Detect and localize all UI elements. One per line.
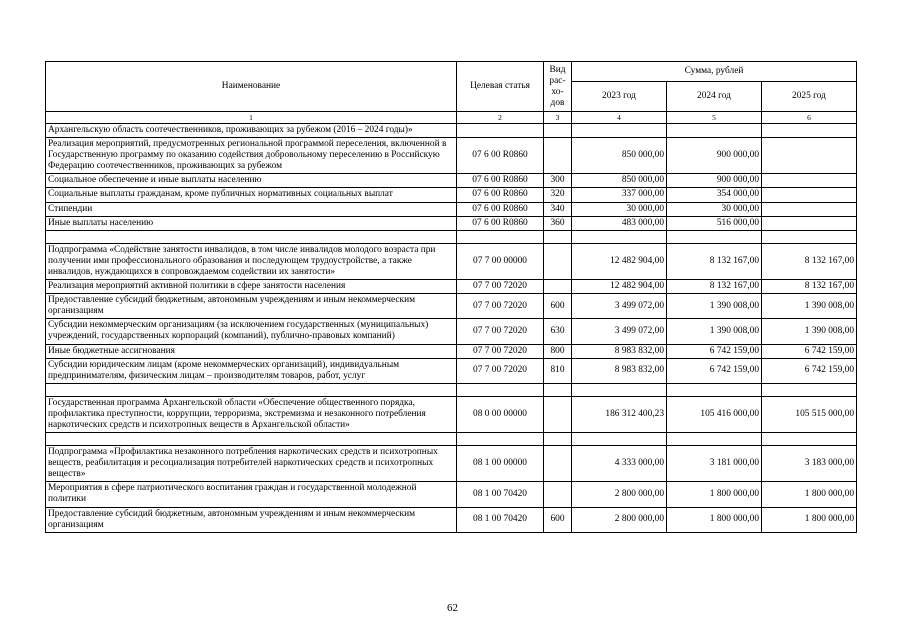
cell-name: Предоставление субсидий бюджетным, автономным учреждениям и иным некоммерческим организациям bbox=[46, 507, 457, 532]
empty-cell bbox=[762, 383, 857, 396]
column-number: 3 bbox=[544, 112, 572, 124]
cell-name: Субсидии некоммерческим организациям (за исключением государственных (муниципальных) учреждений, государственных корпораций (компаний), публично-правовых компаний) bbox=[46, 319, 457, 344]
cell-sum-2023: 8 983 832,00 bbox=[572, 344, 667, 358]
cell-expense-kind bbox=[544, 396, 572, 432]
cell-expense-kind: 320 bbox=[544, 188, 572, 202]
column-number: 2 bbox=[457, 112, 544, 124]
cell-expense-kind bbox=[544, 446, 572, 482]
spacer-row bbox=[46, 383, 857, 396]
cell-target-article: 08 1 00 00000 bbox=[457, 446, 544, 482]
cell-name: Иные выплаты населению bbox=[46, 216, 457, 230]
cell-target-article: 07 6 00 R0860 bbox=[457, 202, 544, 216]
column-number: 4 bbox=[572, 112, 667, 124]
cell-expense-kind bbox=[544, 280, 572, 294]
column-number: 5 bbox=[667, 112, 762, 124]
empty-cell bbox=[667, 383, 762, 396]
cell-sum-2025 bbox=[762, 138, 857, 174]
cell-sum-2025: 1 390 008,00 bbox=[762, 319, 857, 344]
cell-name: Мероприятия в сфере патриотического воспитания граждан и государственной молодежной политики bbox=[46, 482, 457, 507]
cell-expense-kind: 810 bbox=[544, 358, 572, 383]
cell-sum-2025 bbox=[762, 202, 857, 216]
table-row bbox=[46, 138, 857, 174]
cell-expense-kind: 300 bbox=[544, 174, 572, 188]
cell-sum-2024: 1 390 008,00 bbox=[667, 294, 762, 319]
table-row bbox=[46, 344, 857, 358]
column-number: 6 bbox=[762, 112, 857, 124]
cell-sum-2023 bbox=[572, 124, 667, 138]
table-row bbox=[46, 507, 857, 532]
cell-sum-2025: 1 800 000,00 bbox=[762, 482, 857, 507]
cell-sum-2025: 6 742 159,00 bbox=[762, 344, 857, 358]
cell-sum-2024: 900 000,00 bbox=[667, 138, 762, 174]
cell-sum-2023: 2 800 000,00 bbox=[572, 482, 667, 507]
cell-sum-2023: 4 333 000,00 bbox=[572, 446, 667, 482]
cell-expense-kind bbox=[544, 482, 572, 507]
cell-target-article: 07 7 00 72020 bbox=[457, 280, 544, 294]
cell-sum-2023: 8 983 832,00 bbox=[572, 358, 667, 383]
empty-cell bbox=[572, 433, 667, 446]
empty-cell bbox=[46, 230, 457, 243]
cell-sum-2023: 850 000,00 bbox=[572, 174, 667, 188]
cell-sum-2025 bbox=[762, 188, 857, 202]
empty-cell bbox=[457, 433, 544, 446]
table-row bbox=[46, 174, 857, 188]
header-sum: Сумма, рублей bbox=[572, 62, 857, 82]
cell-sum-2025: 8 132 167,00 bbox=[762, 280, 857, 294]
cell-expense-kind bbox=[544, 243, 572, 279]
cell-expense-kind: 600 bbox=[544, 294, 572, 319]
cell-target-article: 08 1 00 70420 bbox=[457, 482, 544, 507]
column-number: 1 bbox=[46, 112, 457, 124]
cell-sum-2023: 850 000,00 bbox=[572, 138, 667, 174]
cell-expense-kind: 360 bbox=[544, 216, 572, 230]
cell-sum-2025: 105 515 000,00 bbox=[762, 396, 857, 432]
table-row bbox=[46, 446, 857, 482]
empty-cell bbox=[544, 433, 572, 446]
cell-name: Субсидии юридическим лицам (кроме некоммерческих организаций), индивидуальным предпринимателям, физическим лицам – производителям товаров, работ, услуг bbox=[46, 358, 457, 383]
cell-sum-2023: 12 482 904,00 bbox=[572, 243, 667, 279]
cell-sum-2024: 1 390 008,00 bbox=[667, 319, 762, 344]
cell-expense-kind: 800 bbox=[544, 344, 572, 358]
table-row bbox=[46, 482, 857, 507]
cell-sum-2024: 1 800 000,00 bbox=[667, 507, 762, 532]
header-name: Наименование bbox=[46, 62, 457, 112]
table-body bbox=[46, 124, 857, 533]
table-row bbox=[46, 280, 857, 294]
cell-sum-2024: 8 132 167,00 bbox=[667, 280, 762, 294]
cell-name: Иные бюджетные ассигнования bbox=[46, 344, 457, 358]
cell-name: Подпрограмма «Профилактика незаконного потребления наркотических средств и психотропных веществ, реабилитация и ресоциализация потребителей наркотических средств и психотропных веществ» bbox=[46, 446, 457, 482]
cell-expense-kind bbox=[544, 124, 572, 138]
empty-cell bbox=[572, 230, 667, 243]
header-year-2025: 2025 год bbox=[762, 82, 857, 112]
header-year-2024: 2024 год bbox=[667, 82, 762, 112]
cell-target-article: 08 0 00 00000 bbox=[457, 396, 544, 432]
empty-cell bbox=[667, 230, 762, 243]
cell-expense-kind bbox=[544, 138, 572, 174]
cell-sum-2023: 186 312 400,23 bbox=[572, 396, 667, 432]
cell-sum-2024: 516 000,00 bbox=[667, 216, 762, 230]
cell-sum-2024: 354 000,00 bbox=[667, 188, 762, 202]
table-row bbox=[46, 294, 857, 319]
cell-target-article: 07 7 00 72020 bbox=[457, 358, 544, 383]
cell-target-article: 07 7 00 72020 bbox=[457, 294, 544, 319]
table-row bbox=[46, 216, 857, 230]
empty-cell bbox=[457, 230, 544, 243]
cell-sum-2024: 6 742 159,00 bbox=[667, 344, 762, 358]
cell-name: Подпрограмма «Содействие занятости инвалидов, в том числе инвалидов молодого возраста при получении ими профессионального образования и последующем трудоустройстве, а также инвалидов, нуждающихся в сопровождаемом содействии их занятости» bbox=[46, 243, 457, 279]
cell-sum-2025: 6 742 159,00 bbox=[762, 358, 857, 383]
cell-expense-kind: 600 bbox=[544, 507, 572, 532]
cell-target-article: 07 6 00 R0860 bbox=[457, 174, 544, 188]
spacer-row bbox=[46, 230, 857, 243]
table-row bbox=[46, 243, 857, 279]
budget-table bbox=[45, 61, 857, 533]
cell-name: Архангельскую область соотечественников, проживающих за рубежом (2016 – 2024 годы)» bbox=[46, 124, 457, 138]
cell-sum-2024: 30 000,00 bbox=[667, 202, 762, 216]
cell-target-article bbox=[457, 124, 544, 138]
table-row bbox=[46, 202, 857, 216]
cell-sum-2023: 3 499 072,00 bbox=[572, 319, 667, 344]
header-year-2023: 2023 год bbox=[572, 82, 667, 112]
cell-sum-2025: 1 800 000,00 bbox=[762, 507, 857, 532]
empty-cell bbox=[457, 383, 544, 396]
empty-cell bbox=[544, 230, 572, 243]
cell-sum-2025 bbox=[762, 174, 857, 188]
cell-expense-kind: 630 bbox=[544, 319, 572, 344]
cell-name: Социальные выплаты гражданам, кроме публичных нормативных социальных выплат bbox=[46, 188, 457, 202]
cell-target-article: 07 6 00 R0860 bbox=[457, 188, 544, 202]
cell-name: Реализация мероприятий, предусмотренных региональной программой переселения, включенной в Государственную программу по оказанию содействия добровольному переселению в Российскую Федерацию соотечественников, проживающих за рубежом bbox=[46, 138, 457, 174]
cell-target-article: 07 7 00 72020 bbox=[457, 319, 544, 344]
cell-name: Стипендии bbox=[46, 202, 457, 216]
page-number: 62 bbox=[447, 602, 458, 614]
cell-name: Предоставление субсидий бюджетным, автономным учреждениям и иным некоммерческим организациям bbox=[46, 294, 457, 319]
table-row bbox=[46, 319, 857, 344]
table-row bbox=[46, 358, 857, 383]
table-row bbox=[46, 396, 857, 432]
cell-sum-2023: 30 000,00 bbox=[572, 202, 667, 216]
empty-cell bbox=[667, 433, 762, 446]
cell-sum-2024: 1 800 000,00 bbox=[667, 482, 762, 507]
empty-cell bbox=[46, 383, 457, 396]
cell-sum-2024: 105 416 000,00 bbox=[667, 396, 762, 432]
cell-target-article: 07 6 00 R0860 bbox=[457, 216, 544, 230]
cell-sum-2025 bbox=[762, 216, 857, 230]
cell-sum-2024: 900 000,00 bbox=[667, 174, 762, 188]
cell-sum-2023: 12 482 904,00 bbox=[572, 280, 667, 294]
empty-cell bbox=[46, 433, 457, 446]
empty-cell bbox=[762, 433, 857, 446]
column-number-row bbox=[46, 112, 857, 124]
cell-name: Реализация мероприятий активной политики в сфере занятости населения bbox=[46, 280, 457, 294]
cell-sum-2025: 8 132 167,00 bbox=[762, 243, 857, 279]
table-row bbox=[46, 188, 857, 202]
cell-sum-2023: 483 000,00 bbox=[572, 216, 667, 230]
header-target-article: Целевая статья bbox=[457, 62, 544, 112]
cell-sum-2024: 8 132 167,00 bbox=[667, 243, 762, 279]
cell-target-article: 07 7 00 72020 bbox=[457, 344, 544, 358]
cell-target-article: 07 6 00 R0860 bbox=[457, 138, 544, 174]
cell-sum-2023: 2 800 000,00 bbox=[572, 507, 667, 532]
cell-sum-2023: 337 000,00 bbox=[572, 188, 667, 202]
cell-sum-2025: 1 390 008,00 bbox=[762, 294, 857, 319]
cell-sum-2025 bbox=[762, 124, 857, 138]
cell-target-article: 07 7 00 00000 bbox=[457, 243, 544, 279]
cell-sum-2023: 3 499 072,00 bbox=[572, 294, 667, 319]
spacer-row bbox=[46, 433, 857, 446]
cell-expense-kind: 340 bbox=[544, 202, 572, 216]
cell-target-article: 08 1 00 70420 bbox=[457, 507, 544, 532]
table-row bbox=[46, 124, 857, 138]
cell-name: Государственная программа Архангельской области «Обеспечение общественного порядка, профилактика преступности, коррупции, терроризма, экстремизма и незаконного потребления наркотических средств и психотропных веществ в Архангельской области» bbox=[46, 396, 457, 432]
cell-sum-2024 bbox=[667, 124, 762, 138]
empty-cell bbox=[572, 383, 667, 396]
empty-cell bbox=[762, 230, 857, 243]
cell-name: Социальное обеспечение и иные выплаты населению bbox=[46, 174, 457, 188]
header-expense-kind: Вид рас- хо- дов bbox=[544, 62, 572, 112]
cell-sum-2024: 6 742 159,00 bbox=[667, 358, 762, 383]
cell-sum-2025: 3 183 000,00 bbox=[762, 446, 857, 482]
cell-sum-2024: 3 181 000,00 bbox=[667, 446, 762, 482]
empty-cell bbox=[544, 383, 572, 396]
